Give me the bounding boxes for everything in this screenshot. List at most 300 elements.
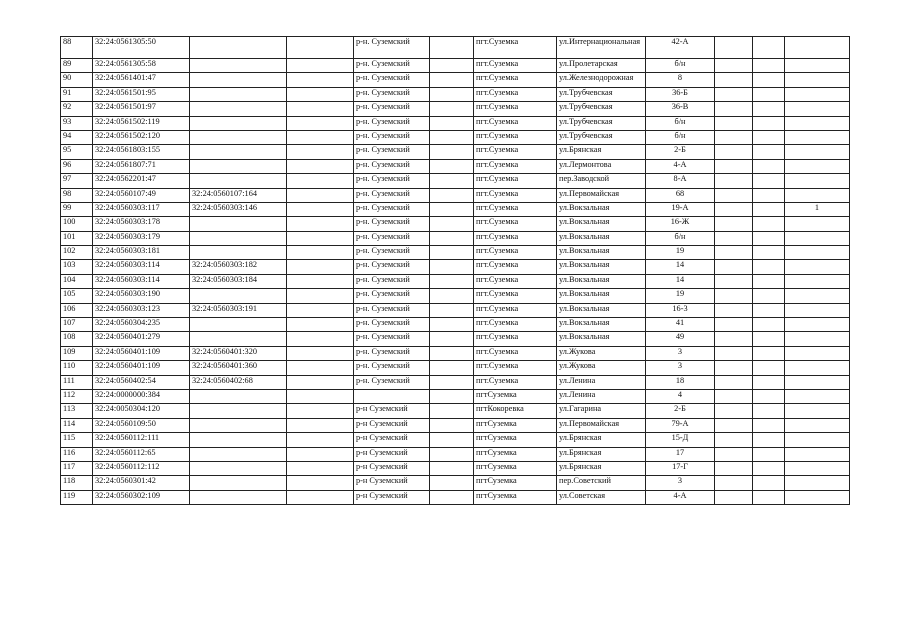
linked-cadastral-number-cell	[190, 102, 287, 116]
empty-cell	[430, 174, 474, 188]
house-number-cell: 19	[646, 289, 715, 303]
mark-cell	[785, 433, 850, 447]
street-cell: ул.Вокзальная	[557, 289, 646, 303]
street-cell: ул.Гагарина	[557, 404, 646, 418]
linked-cadastral-number-cell	[190, 87, 287, 101]
house-number-cell: 3	[646, 346, 715, 360]
row-number-cell: 91	[61, 87, 93, 101]
linked-cadastral-number-cell	[190, 476, 287, 490]
settlement-cell: пгтСуземка	[474, 433, 557, 447]
cadastral-number-cell: 32:24:0561401:47	[93, 73, 190, 87]
empty-cell	[715, 87, 753, 101]
linked-cadastral-number-cell	[190, 59, 287, 73]
cadastral-number-cell: 32:24:0562201:47	[93, 174, 190, 188]
cadastral-number-cell: 32:24:0560303:114	[93, 260, 190, 274]
house-number-cell: 4	[646, 389, 715, 403]
mark-cell	[785, 303, 850, 317]
mark-cell	[785, 447, 850, 461]
street-cell: ул.Интернациональная	[557, 37, 646, 59]
empty-cell	[715, 217, 753, 231]
row-number-cell: 108	[61, 332, 93, 346]
district-cell: р-н. Суземский	[354, 346, 430, 360]
empty-cell	[753, 246, 785, 260]
linked-cadastral-number-cell: 32:24:0560303:146	[190, 202, 287, 216]
settlement-cell: пгт.Суземка	[474, 231, 557, 245]
empty-cell	[430, 461, 474, 475]
mark-cell	[785, 332, 850, 346]
empty-cell	[430, 476, 474, 490]
settlement-cell: пгт.Суземка	[474, 246, 557, 260]
street-cell: ул.Трубчевская	[557, 87, 646, 101]
district-cell: р-н Суземский	[354, 490, 430, 504]
empty-cell	[430, 87, 474, 101]
table-row	[61, 332, 850, 346]
district-cell: р-н Суземский	[354, 418, 430, 432]
empty-cell	[715, 246, 753, 260]
settlement-cell: пгт.Суземка	[474, 130, 557, 144]
mark-cell	[785, 260, 850, 274]
empty-cell	[753, 59, 785, 73]
empty-cell	[753, 145, 785, 159]
cadastral-number-cell: 32:24:0050304:120	[93, 404, 190, 418]
district-cell: р-н Суземский	[354, 447, 430, 461]
cadastral-number-cell: 32:24:0560401:109	[93, 361, 190, 375]
empty-cell	[287, 37, 354, 59]
linked-cadastral-number-cell: 32:24:0560303:191	[190, 303, 287, 317]
empty-cell	[715, 332, 753, 346]
row-number-cell: 99	[61, 202, 93, 216]
district-cell: р-н. Суземский	[354, 73, 430, 87]
empty-cell	[715, 73, 753, 87]
empty-cell	[753, 217, 785, 231]
row-number-cell: 114	[61, 418, 93, 432]
house-number-cell: 18	[646, 375, 715, 389]
street-cell: ул.Лермонтова	[557, 159, 646, 173]
district-cell: р-н. Суземский	[354, 246, 430, 260]
settlement-cell: пгт.Суземка	[474, 289, 557, 303]
linked-cadastral-number-cell: 32:24:0560402:68	[190, 375, 287, 389]
linked-cadastral-number-cell	[190, 447, 287, 461]
empty-cell	[287, 145, 354, 159]
mark-cell	[785, 318, 850, 332]
cadastral-number-cell: 32:24:0560402:54	[93, 375, 190, 389]
street-cell: ул.Первомайская	[557, 188, 646, 202]
mark-cell	[785, 346, 850, 360]
settlement-cell: пгт.Суземка	[474, 346, 557, 360]
empty-cell	[753, 231, 785, 245]
empty-cell	[287, 476, 354, 490]
district-cell: р-н. Суземский	[354, 59, 430, 73]
settlement-cell: пгт.Суземка	[474, 59, 557, 73]
table-row	[61, 418, 850, 432]
table-row	[61, 404, 850, 418]
empty-cell	[753, 87, 785, 101]
empty-cell	[715, 116, 753, 130]
district-cell: р-н. Суземский	[354, 332, 430, 346]
house-number-cell: 19	[646, 246, 715, 260]
table-row	[61, 246, 850, 260]
empty-cell	[430, 490, 474, 504]
house-number-cell: 19-А	[646, 202, 715, 216]
empty-cell	[715, 346, 753, 360]
linked-cadastral-number-cell	[190, 73, 287, 87]
cadastral-number-cell: 32:24:0560303:117	[93, 202, 190, 216]
linked-cadastral-number-cell	[190, 318, 287, 332]
settlement-cell: пгт.Суземка	[474, 87, 557, 101]
linked-cadastral-number-cell	[190, 231, 287, 245]
table-row	[61, 231, 850, 245]
empty-cell	[287, 433, 354, 447]
row-number-cell: 111	[61, 375, 93, 389]
settlement-cell: пгт.Суземка	[474, 202, 557, 216]
district-cell: р-н Суземский	[354, 433, 430, 447]
empty-cell	[430, 130, 474, 144]
table-row	[61, 130, 850, 144]
house-number-cell: 8-А	[646, 174, 715, 188]
row-number-cell: 119	[61, 490, 93, 504]
empty-cell	[430, 418, 474, 432]
empty-cell	[430, 145, 474, 159]
street-cell: ул.Ленина	[557, 375, 646, 389]
linked-cadastral-number-cell: 32:24:0560401:320	[190, 346, 287, 360]
empty-cell	[753, 174, 785, 188]
empty-cell	[430, 274, 474, 288]
empty-cell	[287, 332, 354, 346]
row-number-cell: 100	[61, 217, 93, 231]
empty-cell	[287, 361, 354, 375]
empty-cell	[753, 202, 785, 216]
district-cell: р-н. Суземский	[354, 37, 430, 59]
mark-cell	[785, 231, 850, 245]
empty-cell	[287, 461, 354, 475]
house-number-cell: 8	[646, 73, 715, 87]
table-row	[61, 318, 850, 332]
street-cell: ул.Вокзальная	[557, 217, 646, 231]
mark-cell	[785, 174, 850, 188]
empty-cell	[430, 289, 474, 303]
district-cell: р-н. Суземский	[354, 303, 430, 317]
empty-cell	[430, 116, 474, 130]
cadastral-number-cell: 32:24:0561803:155	[93, 145, 190, 159]
row-number-cell: 97	[61, 174, 93, 188]
row-number-cell: 104	[61, 274, 93, 288]
row-number-cell: 89	[61, 59, 93, 73]
house-number-cell: 15-Д	[646, 433, 715, 447]
settlement-cell: пгт.Суземка	[474, 145, 557, 159]
table-row	[61, 145, 850, 159]
empty-cell	[287, 389, 354, 403]
cadastral-number-cell: 32:24:0560109:50	[93, 418, 190, 432]
empty-cell	[430, 246, 474, 260]
house-number-cell: 16-3	[646, 303, 715, 317]
empty-cell	[753, 433, 785, 447]
empty-cell	[753, 418, 785, 432]
street-cell: ул.Жукова	[557, 346, 646, 360]
mark-cell	[785, 289, 850, 303]
cadastral-number-cell: 32:24:0560401:109	[93, 346, 190, 360]
mark-cell	[785, 404, 850, 418]
row-number-cell: 103	[61, 260, 93, 274]
row-number-cell: 112	[61, 389, 93, 403]
row-number-cell: 118	[61, 476, 93, 490]
linked-cadastral-number-cell: 32:24:0560401:360	[190, 361, 287, 375]
table-row	[61, 159, 850, 173]
street-cell: ул.Брянская	[557, 433, 646, 447]
empty-cell	[287, 274, 354, 288]
empty-cell	[715, 130, 753, 144]
district-cell: р-н. Суземский	[354, 116, 430, 130]
district-cell: р-н Суземский	[354, 461, 430, 475]
empty-cell	[287, 346, 354, 360]
district-cell: р-н. Суземский	[354, 87, 430, 101]
district-cell: р-н. Суземский	[354, 159, 430, 173]
empty-cell	[430, 260, 474, 274]
empty-cell	[753, 116, 785, 130]
settlement-cell: пгт.Суземка	[474, 274, 557, 288]
cadastral-number-cell: 32:24:0561807:71	[93, 159, 190, 173]
empty-cell	[430, 73, 474, 87]
mark-cell	[785, 159, 850, 173]
empty-cell	[287, 260, 354, 274]
empty-cell	[287, 490, 354, 504]
empty-cell	[287, 289, 354, 303]
empty-cell	[715, 159, 753, 173]
empty-cell	[753, 37, 785, 59]
empty-cell	[753, 361, 785, 375]
street-cell: ул.Брянская	[557, 447, 646, 461]
empty-cell	[715, 404, 753, 418]
settlement-cell: пгт.Суземка	[474, 303, 557, 317]
row-number-cell: 98	[61, 188, 93, 202]
mark-cell	[785, 116, 850, 130]
row-number-cell: 116	[61, 447, 93, 461]
row-number-cell: 96	[61, 159, 93, 173]
house-number-cell: 36-Б	[646, 87, 715, 101]
street-cell: ул.Трубчевская	[557, 116, 646, 130]
settlement-cell: пгт.Суземка	[474, 116, 557, 130]
mark-cell	[785, 274, 850, 288]
empty-cell	[715, 59, 753, 73]
empty-cell	[287, 447, 354, 461]
cadastral-number-cell: 32:24:0560304:235	[93, 318, 190, 332]
mark-cell	[785, 217, 850, 231]
cadastral-number-cell: 32:24:0560107:49	[93, 188, 190, 202]
empty-cell	[753, 461, 785, 475]
house-number-cell: 17-Г	[646, 461, 715, 475]
house-number-cell: 14	[646, 260, 715, 274]
cadastral-number-cell: 32:24:0560301:42	[93, 476, 190, 490]
cadastral-number-cell: 32:24:0561305:58	[93, 59, 190, 73]
cadastral-number-cell: 32:24:0560303:114	[93, 274, 190, 288]
district-cell: р-н. Суземский	[354, 102, 430, 116]
row-number-cell: 94	[61, 130, 93, 144]
cadastral-number-cell: 32:24:0560303:179	[93, 231, 190, 245]
table-row	[61, 361, 850, 375]
empty-cell	[430, 332, 474, 346]
linked-cadastral-number-cell	[190, 246, 287, 260]
mark-cell	[785, 87, 850, 101]
table-row	[61, 188, 850, 202]
empty-cell	[287, 87, 354, 101]
settlement-cell: пгтСуземка	[474, 389, 557, 403]
mark-cell: 1	[785, 202, 850, 216]
street-cell: ул.Вокзальная	[557, 274, 646, 288]
empty-cell	[430, 404, 474, 418]
settlement-cell: пгт.Суземка	[474, 159, 557, 173]
empty-cell	[715, 145, 753, 159]
table-row	[61, 346, 850, 360]
cadastral-number-cell: 32:24:0560112:112	[93, 461, 190, 475]
row-number-cell: 93	[61, 116, 93, 130]
empty-cell	[287, 174, 354, 188]
cadastral-number-cell: 32:24:0561502:120	[93, 130, 190, 144]
house-number-cell: 14	[646, 274, 715, 288]
empty-cell	[287, 130, 354, 144]
mark-cell	[785, 375, 850, 389]
settlement-cell: пгт.Суземка	[474, 73, 557, 87]
empty-cell	[715, 37, 753, 59]
settlement-cell: пгт.Суземка	[474, 37, 557, 59]
linked-cadastral-number-cell	[190, 490, 287, 504]
empty-cell	[287, 404, 354, 418]
settlement-cell: пгтКокоревка	[474, 404, 557, 418]
cadastral-number-cell: 32:24:0561501:97	[93, 102, 190, 116]
settlement-cell: пгт.Суземка	[474, 174, 557, 188]
table-row	[61, 116, 850, 130]
empty-cell	[753, 130, 785, 144]
empty-cell	[715, 375, 753, 389]
house-number-cell: 3	[646, 361, 715, 375]
row-number-cell: 107	[61, 318, 93, 332]
linked-cadastral-number-cell	[190, 332, 287, 346]
empty-cell	[715, 260, 753, 274]
settlement-cell: пгтСуземка	[474, 461, 557, 475]
empty-cell	[287, 375, 354, 389]
mark-cell	[785, 188, 850, 202]
empty-cell	[287, 318, 354, 332]
empty-cell	[287, 116, 354, 130]
row-number-cell: 101	[61, 231, 93, 245]
row-number-cell: 88	[61, 37, 93, 59]
house-number-cell: б/н	[646, 116, 715, 130]
mark-cell	[785, 389, 850, 403]
district-cell: р-н. Суземский	[354, 231, 430, 245]
row-number-cell: 92	[61, 102, 93, 116]
house-number-cell: 68	[646, 188, 715, 202]
empty-cell	[287, 188, 354, 202]
street-cell: ул.Железнодорожная	[557, 73, 646, 87]
street-cell: ул.Ленина	[557, 389, 646, 403]
table-row	[61, 87, 850, 101]
table-row	[61, 102, 850, 116]
empty-cell	[753, 375, 785, 389]
row-number-cell: 110	[61, 361, 93, 375]
empty-cell	[287, 159, 354, 173]
empty-cell	[715, 303, 753, 317]
empty-cell	[715, 318, 753, 332]
street-cell: ул.Первомайская	[557, 418, 646, 432]
empty-cell	[430, 102, 474, 116]
linked-cadastral-number-cell	[190, 159, 287, 173]
settlement-cell: пгтСуземка	[474, 418, 557, 432]
row-number-cell: 95	[61, 145, 93, 159]
mark-cell	[785, 59, 850, 73]
empty-cell	[715, 188, 753, 202]
house-number-cell: 2-Б	[646, 145, 715, 159]
empty-cell	[753, 490, 785, 504]
empty-cell	[715, 461, 753, 475]
house-number-cell: 4-А	[646, 490, 715, 504]
empty-cell	[287, 73, 354, 87]
cadastral-number-cell: 32:24:0560112:111	[93, 433, 190, 447]
mark-cell	[785, 37, 850, 59]
cadastral-number-cell: 32:24:0000000:384	[93, 389, 190, 403]
house-number-cell: 4-А	[646, 159, 715, 173]
empty-cell	[753, 346, 785, 360]
street-cell: ул.Трубчевская	[557, 102, 646, 116]
cadastral-number-cell: 32:24:0561305:50	[93, 37, 190, 59]
empty-cell	[430, 231, 474, 245]
empty-cell	[430, 389, 474, 403]
table-row	[61, 447, 850, 461]
empty-cell	[715, 361, 753, 375]
house-number-cell: б/н	[646, 59, 715, 73]
empty-cell	[753, 260, 785, 274]
row-number-cell: 113	[61, 404, 93, 418]
empty-cell	[753, 159, 785, 173]
empty-cell	[753, 274, 785, 288]
empty-cell	[715, 490, 753, 504]
table-row	[61, 73, 850, 87]
cadastral-number-cell: 32:24:0560303:181	[93, 246, 190, 260]
settlement-cell: пгт.Суземка	[474, 260, 557, 274]
empty-cell	[715, 174, 753, 188]
empty-cell	[715, 289, 753, 303]
house-number-cell: 42-А	[646, 37, 715, 59]
table-row	[61, 289, 850, 303]
mark-cell	[785, 102, 850, 116]
empty-cell	[287, 246, 354, 260]
street-cell: ул.Вокзальная	[557, 246, 646, 260]
settlement-cell: пгтСуземка	[474, 447, 557, 461]
cadastral-number-cell: 32:24:0560401:279	[93, 332, 190, 346]
linked-cadastral-number-cell	[190, 289, 287, 303]
house-number-cell: 16-Ж	[646, 217, 715, 231]
table-row	[61, 375, 850, 389]
mark-cell	[785, 461, 850, 475]
empty-cell	[430, 447, 474, 461]
linked-cadastral-number-cell	[190, 116, 287, 130]
cadastral-number-cell: 32:24:0560303:123	[93, 303, 190, 317]
house-number-cell: 17	[646, 447, 715, 461]
mark-cell	[785, 130, 850, 144]
empty-cell	[287, 102, 354, 116]
property-registry-table	[60, 36, 850, 505]
district-cell: р-н. Суземский	[354, 318, 430, 332]
table-row	[61, 461, 850, 475]
mark-cell	[785, 246, 850, 260]
empty-cell	[715, 418, 753, 432]
empty-cell	[753, 332, 785, 346]
district-cell: р-н. Суземский	[354, 375, 430, 389]
district-cell: р-н. Суземский	[354, 145, 430, 159]
street-cell: ул.Вокзальная	[557, 202, 646, 216]
cadastral-number-cell: 32:24:0560303:190	[93, 289, 190, 303]
settlement-cell: пгт.Суземка	[474, 318, 557, 332]
table-row	[61, 59, 850, 73]
linked-cadastral-number-cell	[190, 418, 287, 432]
linked-cadastral-number-cell	[190, 217, 287, 231]
